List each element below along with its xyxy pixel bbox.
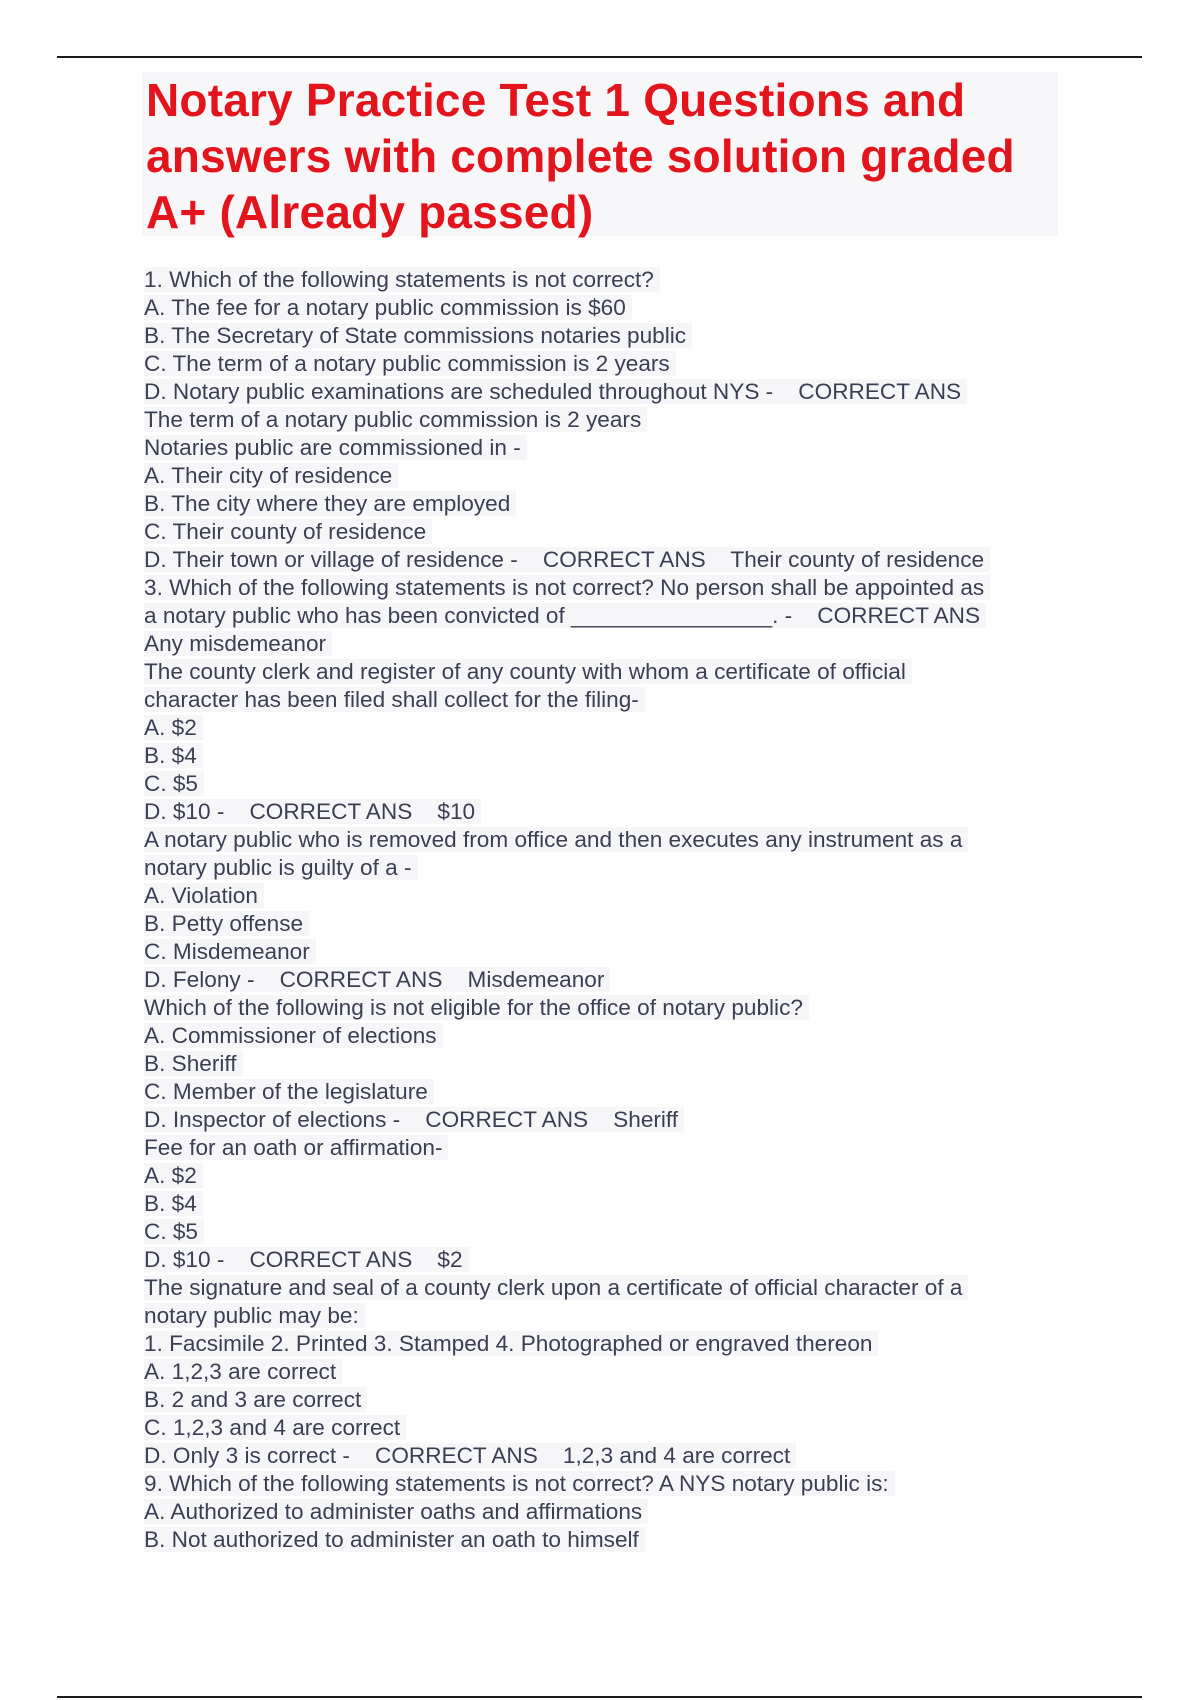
text-line: The term of a notary public commission is 2 years [144, 406, 1064, 434]
text-line: B. $4 [144, 742, 1064, 770]
text-line: 3. Which of the following statements is not correct? No person shall be appointed as [144, 574, 1064, 602]
text-line: C. $5 [144, 1218, 1064, 1246]
text-line: 9. Which of the following statements is not correct? A NYS notary public is: [144, 1470, 1064, 1498]
text-line: A. Authorized to administer oaths and affirmations [144, 1498, 1064, 1526]
text-line: C. Member of the legislature [144, 1078, 1064, 1106]
text-line: D. Their town or village of residence - CORRECT ANS Their county of residence [144, 546, 1064, 574]
text-line: A. The fee for a notary public commission is $60 [144, 294, 1064, 322]
text-line: A. 1,2,3 are correct [144, 1358, 1064, 1386]
text-line: notary public is guilty of a - [144, 854, 1064, 882]
text-line: B. Not authorized to administer an oath to himself [144, 1526, 1064, 1554]
text-line: character has been filed shall collect for the filing- [144, 686, 1064, 714]
text-line: C. Their county of residence [144, 518, 1064, 546]
text-line: Notaries public are commissioned in - [144, 434, 1064, 462]
text-line: notary public may be: [144, 1302, 1064, 1330]
text-line: 1. Facsimile 2. Printed 3. Stamped 4. Photographed or engraved thereon [144, 1330, 1064, 1358]
text-line: D. $10 - CORRECT ANS $2 [144, 1246, 1064, 1274]
text-line: B. The city where they are employed [144, 490, 1064, 518]
text-line: 1. Which of the following statements is not correct? [144, 266, 1064, 294]
text-line: A. Commissioner of elections [144, 1022, 1064, 1050]
text-line: B. Sheriff [144, 1050, 1064, 1078]
text-line: A. Their city of residence [144, 462, 1064, 490]
text-line: a notary public who has been convicted of ________________. - CORRECT ANS [144, 602, 1064, 630]
text-line: Any misdemeanor [144, 630, 1064, 658]
text-line: D. Felony - CORRECT ANS Misdemeanor [144, 966, 1064, 994]
text-line: Which of the following is not eligible for the office of notary public? [144, 994, 1064, 1022]
title-block [142, 72, 1058, 236]
document-title: Notary Practice Test 1 Questions and answers with complete solution graded A+ (Already passed) [146, 74, 1015, 238]
text-line: A notary public who is removed from office and then executes any instrument as a [144, 826, 1064, 854]
text-line: B. 2 and 3 are correct [144, 1386, 1064, 1414]
text-line: D. Inspector of elections - CORRECT ANS Sheriff [144, 1106, 1064, 1134]
text-line: B. The Secretary of State commissions notaries public [144, 322, 1064, 350]
text-line: The signature and seal of a county clerk upon a certificate of official character of a [144, 1274, 1064, 1302]
text-line: Fee for an oath or affirmation- [144, 1134, 1064, 1162]
top-rule [57, 56, 1142, 58]
text-line: D. Only 3 is correct - CORRECT ANS 1,2,3 and 4 are correct [144, 1442, 1064, 1470]
text-line: B. Petty offense [144, 910, 1064, 938]
document-body [144, 266, 1064, 1554]
text-line: B. $4 [144, 1190, 1064, 1218]
text-line: C. 1,2,3 and 4 are correct [144, 1414, 1064, 1442]
bottom-rule [57, 1696, 1142, 1698]
text-line: C. Misdemeanor [144, 938, 1064, 966]
text-line: C. The term of a notary public commission is 2 years [144, 350, 1064, 378]
text-line: C. $5 [144, 770, 1064, 798]
text-line: A. $2 [144, 1162, 1064, 1190]
text-line: A. $2 [144, 714, 1064, 742]
text-line: The county clerk and register of any county with whom a certificate of official [144, 658, 1064, 686]
text-line: D. Notary public examinations are scheduled throughout NYS - CORRECT ANS [144, 378, 1064, 406]
text-line: A. Violation [144, 882, 1064, 910]
text-line: D. $10 - CORRECT ANS $10 [144, 798, 1064, 826]
